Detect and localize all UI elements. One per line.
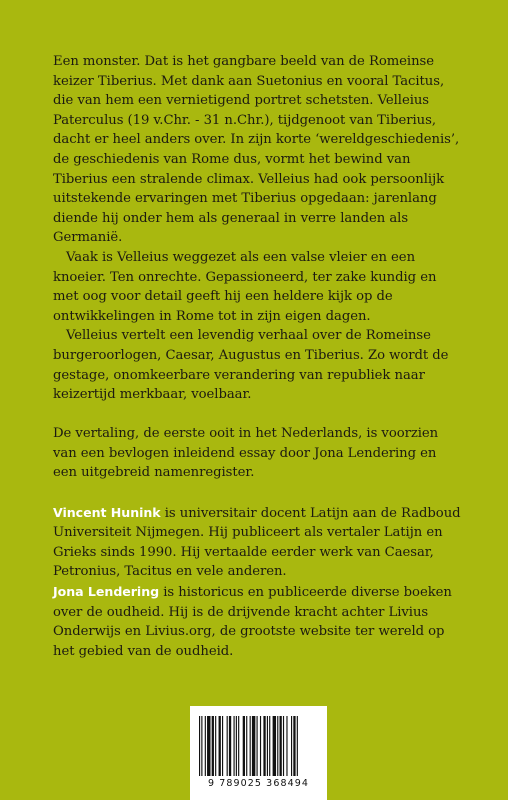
author-bio-text-lendering: is historicus en publiceerde diverse boeken over de oudheid. Hij is de drijvende kracht achter Livius Onderwijs en Livius.org, de grootste website ter wereld op het gebied van de oudheid. bbox=[53, 585, 452, 659]
barcode-bar bbox=[229, 716, 231, 776]
barcode-bar bbox=[207, 716, 210, 776]
blurb-paragraph-1: Een monster. Dat is het gangbare beeld van de Romeinse keizer Tiberius. Met dank aan Suetonius en vooral Tacitus, die van hem een vernietigend portret schetsten. Velleius Paterculus (19 v.Chr. - 31 n.Chr.), tijdgenoot van Tiberius, dacht er heel anders over. In zijn korte ‘wereldgeschiedenis’, de geschiedenis van Rome dus, vormt het bewind van Tiberius een stralende climax. Velleius had ook persoonlijk uitstekende ervaringen met Tiberius opgedaan: jarenlang diende hij onder hem als generaal in verre landen als Germanië. bbox=[53, 54, 460, 246]
author-bio-hunink bbox=[53, 503, 463, 582]
author-bio-text-hunink: is universitair docent Latijn aan de Radboud Universiteit Nijmegen. Hij publiceert als vertaler Latijn en Grieks sinds 1990. Hij vertaalde eerder werk van Caesar, Petronius, Tacitus en vele anderen. bbox=[53, 505, 461, 580]
barcode-bar bbox=[269, 716, 270, 776]
barcode-bar bbox=[286, 716, 287, 776]
barcode-bar bbox=[234, 716, 235, 776]
barcode-bar bbox=[227, 716, 228, 776]
barcode-bar bbox=[238, 716, 239, 776]
barcode-bar bbox=[297, 716, 298, 776]
back-cover-text bbox=[53, 52, 463, 661]
barcode-bar bbox=[283, 716, 284, 776]
barcode-bar bbox=[257, 716, 258, 776]
barcode-bar bbox=[291, 716, 292, 776]
blurb-paragraph-3: Velleius vertelt een levendig verhaal over de Romeinse burgeroorlogen, Caesar, Augustus en Tiberius. Zo wordt de gestage, onomkeerbare verandering van republiek naar keizertijd merkbaar, voelbaar. bbox=[53, 328, 449, 403]
author-bio-lendering bbox=[53, 582, 463, 661]
isbn-barcode bbox=[190, 706, 327, 800]
barcode-bar bbox=[201, 716, 202, 776]
barcode-bar bbox=[250, 716, 251, 776]
barcode-bar bbox=[252, 716, 255, 776]
barcode-bar bbox=[263, 716, 265, 776]
author-name-hunink: Vincent Hunink bbox=[53, 504, 161, 520]
barcode-bar bbox=[280, 716, 282, 776]
barcode-bar bbox=[260, 716, 261, 776]
barcode-bar bbox=[212, 716, 214, 776]
barcode-bar bbox=[215, 716, 216, 776]
barcode-bar bbox=[205, 716, 206, 776]
barcode-icon bbox=[199, 716, 318, 776]
barcode-bar bbox=[236, 716, 237, 776]
isbn-number: 9 789025 368494 bbox=[207, 778, 310, 789]
blurb-paragraph-2: Vaak is Velleius weggezet als een valse vleier en een knoeier. Ten onrechte. Gepassioneerd, ter zake kundig en met oog voor detail geeft hij een heldere kijk op de ontwikkelingen in Rome tot in zijn eigen dagen. bbox=[53, 249, 437, 324]
barcode-bar bbox=[277, 716, 278, 776]
barcode-bar bbox=[199, 716, 200, 776]
author-name-lendering: Jona Lendering bbox=[53, 584, 160, 600]
translation-note: De vertaling, de eerste ooit in het Nederlands, is voorzien van een bevlogen inleidend essay door Jona Lendering en een uitgebreid namenregister. bbox=[53, 426, 439, 481]
barcode-bar bbox=[246, 716, 247, 776]
barcode-bar bbox=[267, 716, 268, 776]
barcode-bar bbox=[222, 716, 223, 776]
barcode-bar bbox=[243, 716, 245, 776]
barcode-bar bbox=[219, 716, 221, 776]
barcode-bar bbox=[293, 716, 295, 776]
barcode-bar bbox=[273, 716, 276, 776]
